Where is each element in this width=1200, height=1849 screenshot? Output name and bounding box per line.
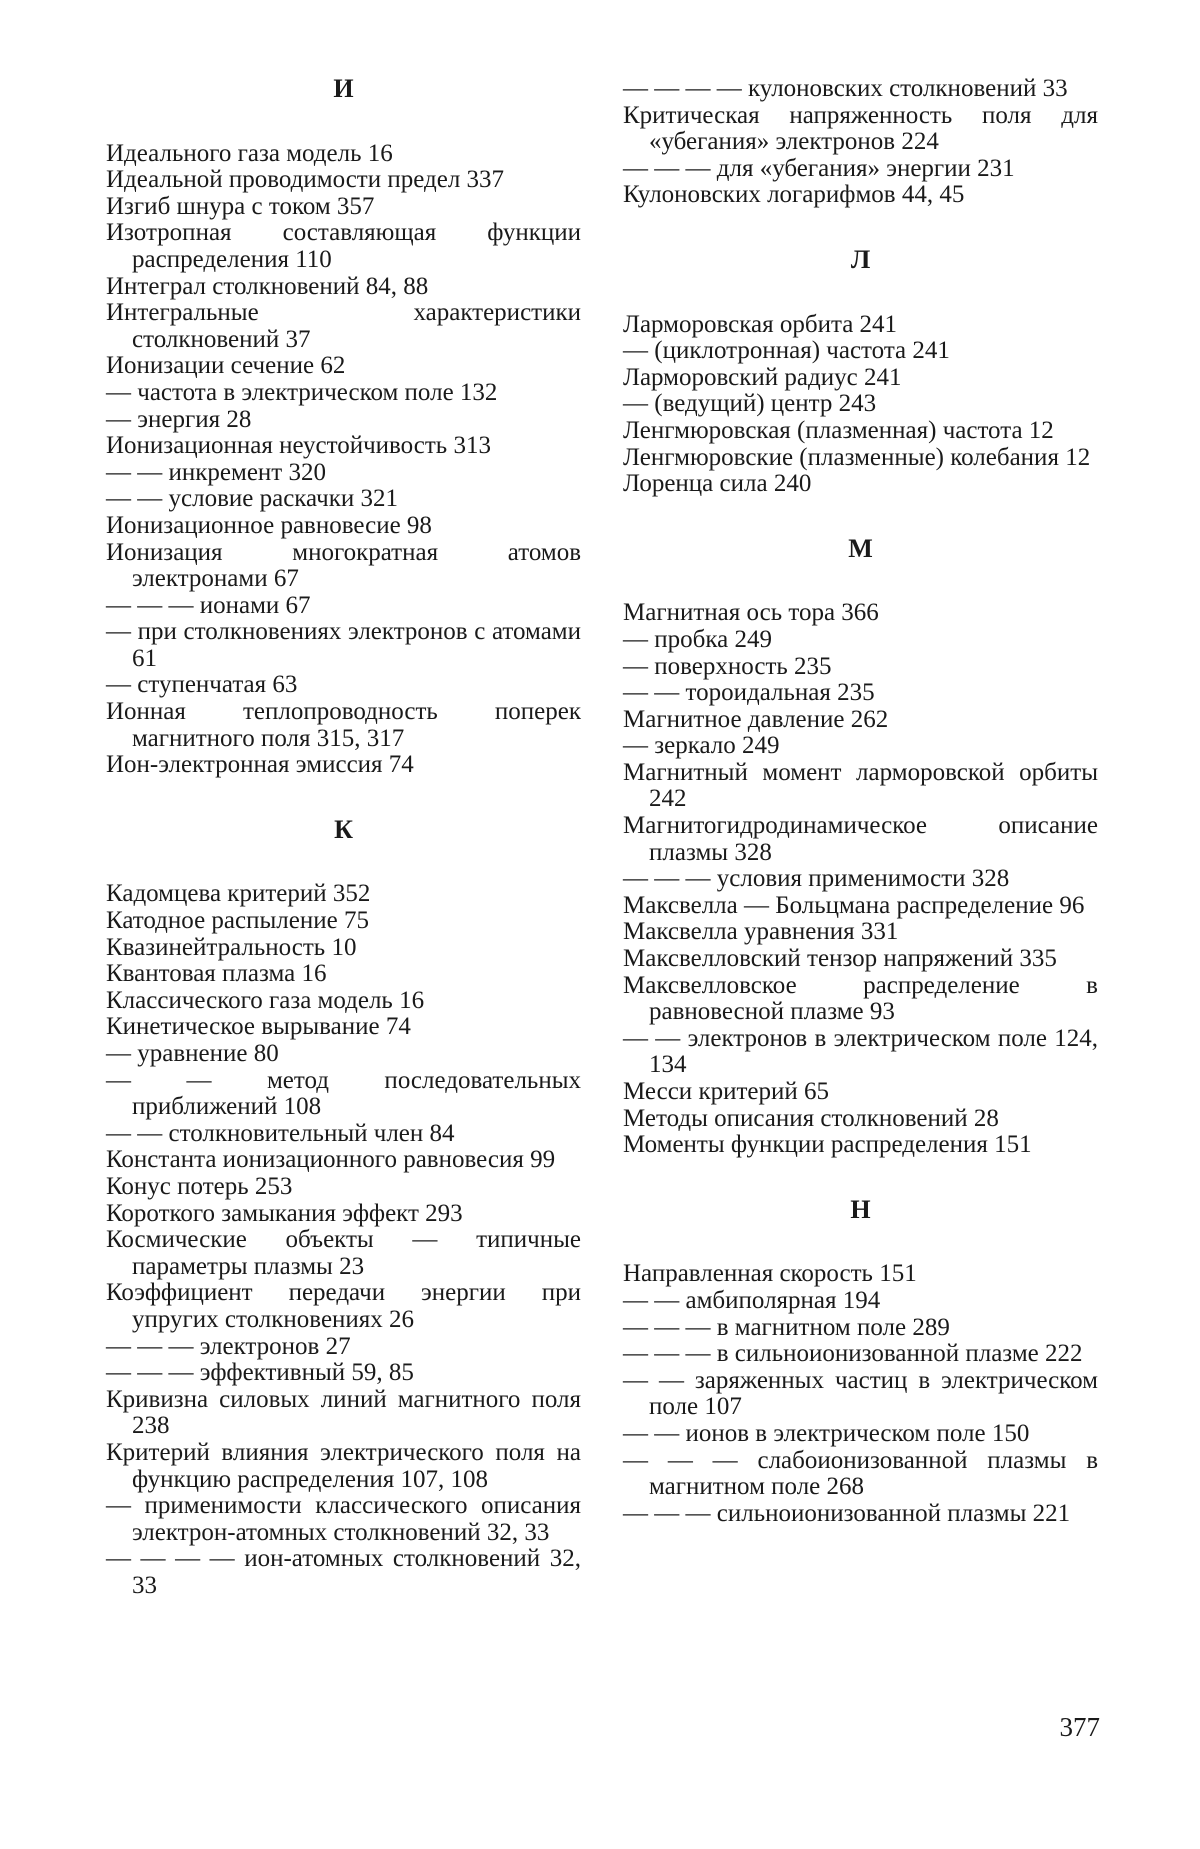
index-entry: Максвелловское распределение в равновесной плазме 93 xyxy=(623,973,1098,1026)
index-section xyxy=(623,76,1098,209)
index-entry: Ионизационное равновесие 98 xyxy=(106,513,581,540)
index-entry: — — метод последовательных приближений 108 xyxy=(106,1068,581,1121)
index-entry: Максвелловский тензор напряжений 335 xyxy=(623,946,1098,973)
index-entry: Ларморовский радиус 241 xyxy=(623,365,1098,392)
index-entry: Кривизна силовых линий магнитного поля 238 xyxy=(106,1387,581,1440)
index-entry: Ионизация многократная атомов электронами 67 xyxy=(106,540,581,593)
index-entry: Коэффициент передачи энергии при упругих столкновениях 26 xyxy=(106,1280,581,1333)
index-entry: Ленгмюровские (плазменные) колебания 12 xyxy=(623,445,1098,472)
index-entry: Конус потерь 253 xyxy=(106,1174,581,1201)
index-entry: Лоренца сила 240 xyxy=(623,471,1098,498)
index-entry: — — — слабоионизованной плазмы в магнитном поле 268 xyxy=(623,1448,1098,1501)
section-spacer xyxy=(106,843,581,881)
index-entry: Интегральные характеристики столкновений 37 xyxy=(106,300,581,353)
section-letter: М xyxy=(623,536,1098,563)
index-entry: — — — в сильноионизованной плазме 222 xyxy=(623,1341,1098,1368)
index-section xyxy=(106,76,581,779)
index-entry: Ларморовская орбита 241 xyxy=(623,312,1098,339)
index-entry: Ленгмюровская (плазменная) частота 12 xyxy=(623,418,1098,445)
index-section xyxy=(623,498,1098,1159)
index-entry: — поверхность 235 xyxy=(623,654,1098,681)
index-entry: Классического газа модель 16 xyxy=(106,988,581,1015)
section-spacer xyxy=(623,209,1098,247)
index-entry: — — инкремент 320 xyxy=(106,460,581,487)
section-spacer xyxy=(623,562,1098,600)
index-entry: Кулоновских логарифмов 44, 45 xyxy=(623,182,1098,209)
index-entry: Методы описания столкновений 28 xyxy=(623,1106,1098,1133)
index-entry: — — столкновительный член 84 xyxy=(106,1121,581,1148)
index-entry: Катодное распыление 75 xyxy=(106,908,581,935)
section-letter: Н xyxy=(623,1197,1098,1224)
index-entry: — зеркало 249 xyxy=(623,733,1098,760)
index-entry: — применимости классического описания электрон-атомных столкновений 32, 33 xyxy=(106,1493,581,1546)
index-entry: Ионная теплопроводность поперек магнитного поля 315, 317 xyxy=(106,699,581,752)
index-entry: — — — в магнитном поле 289 xyxy=(623,1315,1098,1342)
section-letter: К xyxy=(106,817,581,844)
index-entry: — (ведущий) центр 243 xyxy=(623,391,1098,418)
index-section xyxy=(623,209,1098,498)
section-letter: Л xyxy=(623,247,1098,274)
section-spacer xyxy=(106,103,581,141)
index-entry: Критическая напряженность поля для «убегания» электронов 224 xyxy=(623,103,1098,156)
index-entry: Идеальной проводимости предел 337 xyxy=(106,167,581,194)
section-spacer xyxy=(623,1159,1098,1197)
section-spacer xyxy=(106,779,581,817)
index-entry: — — — для «убегания» энергии 231 xyxy=(623,156,1098,183)
index-entry: Направленная скорость 151 xyxy=(623,1261,1098,1288)
index-entry: Космические объекты — типичные параметры плазмы 23 xyxy=(106,1227,581,1280)
index-entry: — — — условия применимости 328 xyxy=(623,866,1098,893)
index-entry: Изотропная составляющая функции распределения 110 xyxy=(106,220,581,273)
index-entry: Ионизационная неустойчивость 313 xyxy=(106,433,581,460)
left-column xyxy=(106,76,581,1599)
section-letter: И xyxy=(106,76,581,103)
index-entry: — — электронов в электрическом поле 124, 134 xyxy=(623,1026,1098,1079)
index-entry: Квазинейтральность 10 xyxy=(106,935,581,962)
index-entry: Кинетическое вырывание 74 xyxy=(106,1014,581,1041)
index-entry: — уравнение 80 xyxy=(106,1041,581,1068)
index-entry: — — — ионами 67 xyxy=(106,593,581,620)
index-entry: — пробка 249 xyxy=(623,627,1098,654)
index-entry: — — — сильноионизованной плазмы 221 xyxy=(623,1501,1098,1528)
index-entry: Ион-электронная эмиссия 74 xyxy=(106,752,581,779)
index-entry: — ступенчатая 63 xyxy=(106,672,581,699)
index-entry: — при столкновениях электронов с атомами 61 xyxy=(106,619,581,672)
index-entry: — частота в электрическом поле 132 xyxy=(106,380,581,407)
index-entry: Магнитная ось тора 366 xyxy=(623,600,1098,627)
section-spacer xyxy=(623,498,1098,536)
index-entry: Короткого замыкания эффект 293 xyxy=(106,1201,581,1228)
section-spacer xyxy=(623,1223,1098,1261)
index-entry: — — заряженных частиц в электрическом поле 107 xyxy=(623,1368,1098,1421)
index-entry: — — — — ион-атомных столкновений 32, 33 xyxy=(106,1546,581,1599)
index-entry: Кадомцева критерий 352 xyxy=(106,881,581,908)
index-entry: Квантовая плазма 16 xyxy=(106,961,581,988)
index-entry: — энергия 28 xyxy=(106,407,581,434)
index-entry: — — тороидальная 235 xyxy=(623,680,1098,707)
index-entry: Магнитогидродинамическое описание плазмы 328 xyxy=(623,813,1098,866)
index-entry: Критерий влияния электрического поля на функцию распределения 107, 108 xyxy=(106,1440,581,1493)
index-entry: — (циклотронная) частота 241 xyxy=(623,338,1098,365)
section-spacer xyxy=(623,274,1098,312)
index-section xyxy=(623,1159,1098,1528)
index-entry: Магнитное давление 262 xyxy=(623,707,1098,734)
index-entry: Константа ионизационного равновесия 99 xyxy=(106,1147,581,1174)
index-entry: Максвелла уравнения 331 xyxy=(623,919,1098,946)
index-entry: — — ионов в электрическом поле 150 xyxy=(623,1421,1098,1448)
right-column xyxy=(623,76,1098,1527)
index-entry: — — — электронов 27 xyxy=(106,1334,581,1361)
index-entry: Изгиб шнура с током 357 xyxy=(106,194,581,221)
page-number: 377 xyxy=(1040,1712,1100,1743)
index-entry: — — — — кулоновских столкновений 33 xyxy=(623,76,1098,103)
index-entry: Месси критерий 65 xyxy=(623,1079,1098,1106)
index-entry: — — — эффективный 59, 85 xyxy=(106,1360,581,1387)
index-entry: Ионизации сечение 62 xyxy=(106,353,581,380)
index-entry: Идеального газа модель 16 xyxy=(106,141,581,168)
index-entry: Интеграл столкновений 84, 88 xyxy=(106,274,581,301)
index-entry: — — амбиполярная 194 xyxy=(623,1288,1098,1315)
index-entry: Моменты функции распределения 151 xyxy=(623,1132,1098,1159)
index-entry: — — условие раскачки 321 xyxy=(106,486,581,513)
index-section xyxy=(106,779,581,1600)
index-entry: Максвелла — Больцмана распределение 96 xyxy=(623,893,1098,920)
index-entry: Магнитный момент ларморовской орбиты 242 xyxy=(623,760,1098,813)
